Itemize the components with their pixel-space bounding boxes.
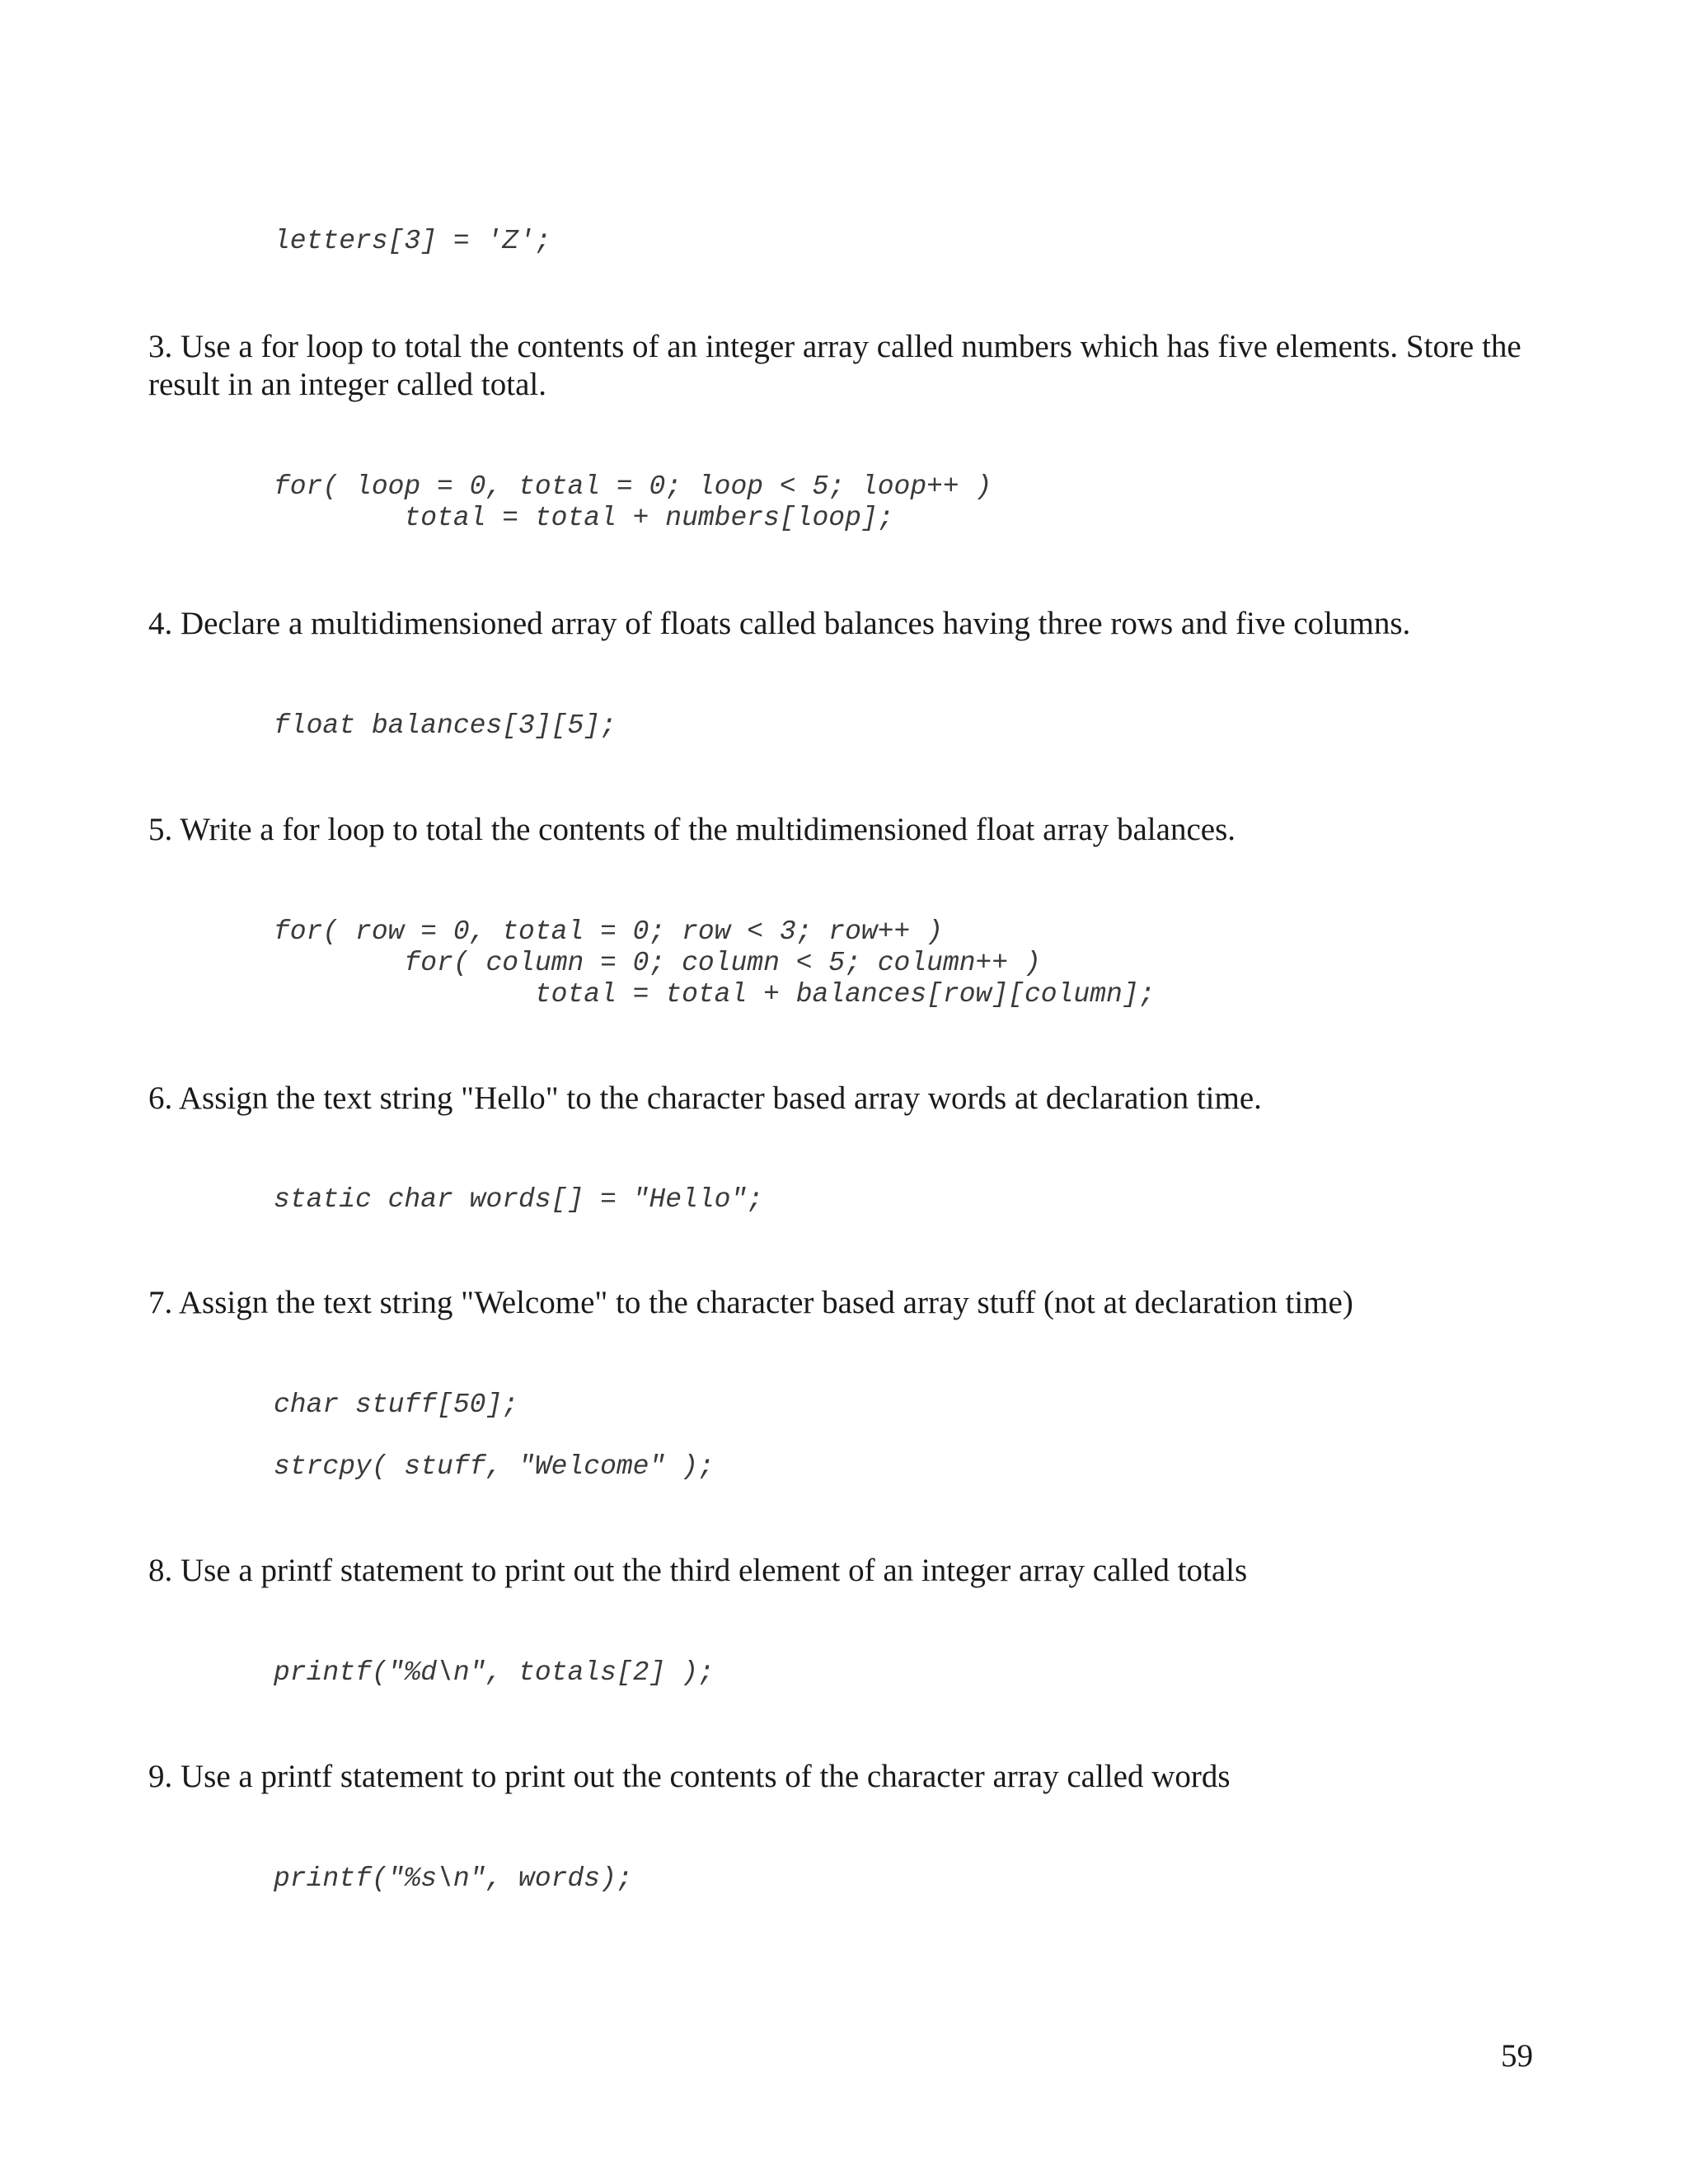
question-6-text: 6. Assign the text string "Hello" to the character based array words at declaration time. [148,1080,1262,1116]
code-snippet-q7-declaration: char stuff[50]; [274,1390,519,1420]
code-snippet-q3: for( loop = 0, total = 0; loop < 5; loop++ ) total = total + numbers[loop]; [274,471,992,533]
code-snippet-q5: for( row = 0, total = 0; row < 3; row++ ) for( column = 0; column < 5; column++ ) total = total + balances[row][column]; [274,916,1156,1010]
question-5-text: 5. Write a for loop to total the contents of the multidimensioned float array balances. [148,812,1236,847]
question-8-text: 8. Use a printf statement to print out the third element of an integer array called totals [148,1553,1248,1588]
code-snippet-q6: static char words[] = "Hello"; [274,1184,764,1215]
code-snippet-q4: float balances[3][5]; [274,710,617,741]
code-snippet-q7-strcpy: strcpy( stuff, "Welcome" ); [274,1451,715,1482]
code-snippet-q8: printf("%d\n", totals[2] ); [274,1657,715,1688]
page-number: 59 [1501,2038,1533,2074]
question-4-text: 4. Declare a multidimensioned array of floats called balances having three rows and five columns. [148,606,1411,641]
code-snippet-q9: printf("%s\n", words); [274,1863,633,1894]
question-7-text: 7. Assign the text string "Welcome" to the character based array stuff (not at declaration time) [148,1285,1353,1320]
code-snippet-letters: letters[3] = 'Z'; [274,226,551,256]
question-3-text: 3. Use a for loop to total the contents of an integer array called numbers which has five elements. Store the result in an integer called total. [148,329,1522,402]
question-9-text: 9. Use a printf statement to print out the contents of the character array called words [148,1759,1231,1794]
